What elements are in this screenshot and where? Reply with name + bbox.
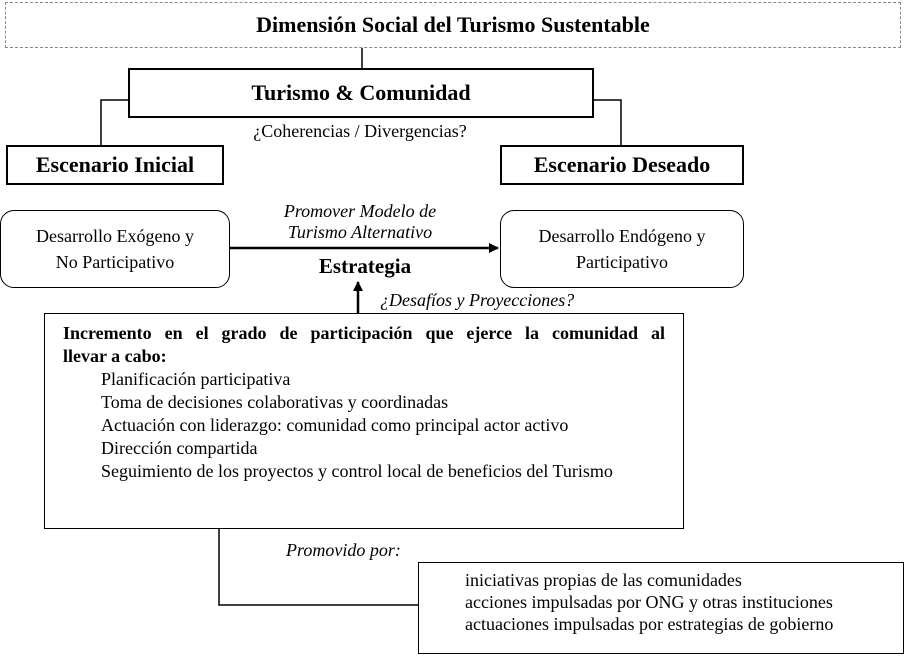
scenario-initial-label: Escenario Inicial xyxy=(6,145,224,185)
scenario-initial-box xyxy=(0,210,230,288)
promoted-by-list xyxy=(465,569,893,635)
scenario-desired-line1: Desarrollo Endógeno y xyxy=(538,226,706,246)
diagram-title: Dimensión Social del Turismo Sustentable xyxy=(5,2,901,48)
scenario-initial-line1: Desarrollo Exógeno y xyxy=(36,226,194,246)
center-box-tourism-community: Turismo & Comunidad xyxy=(128,68,594,118)
participation-item: Planificación participativa xyxy=(101,369,291,389)
participation-heading-line2: llevar a cabo: xyxy=(63,346,167,366)
scenario-desired-label: Escenario Deseado xyxy=(500,145,744,185)
promoted-by-label: Promovido por: xyxy=(286,540,401,560)
participation-heading-line1: Incremento en el grado de participación que ejerce la comunidad al xyxy=(63,323,665,343)
scenario-desired-box xyxy=(500,210,744,288)
participation-item: Actuación con liderazgo: comunidad como principal actor activo xyxy=(101,415,569,435)
scenario-initial-line2: No Participativo xyxy=(55,252,175,272)
strategy-label: Estrategia xyxy=(318,254,412,278)
participation-box xyxy=(44,313,684,529)
participation-item: Dirección compartida xyxy=(101,438,258,458)
connector-center-initial xyxy=(101,100,128,145)
participation-item: Toma de decisiones colaborativas y coordinadas xyxy=(101,392,449,412)
promoted-by-box xyxy=(418,562,904,654)
scenario-desired-line2: Participativo xyxy=(576,252,668,272)
promoted-by-item: actuaciones impulsadas por estrategias de gobierno xyxy=(465,614,834,634)
challenges-label: ¿Desafíos y Proyecciones? xyxy=(380,290,575,310)
participation-heading xyxy=(63,322,665,368)
participation-list xyxy=(63,368,665,483)
participation-item: Seguimiento de los proyectos y control local de beneficios del Turismo xyxy=(101,461,613,481)
arrow-label xyxy=(240,201,480,243)
center-question: ¿Coherencias / Divergencias? xyxy=(253,121,467,141)
promoted-by-item: acciones impulsadas por ONG y otras instituciones xyxy=(465,592,833,612)
connector-center-desired xyxy=(594,100,621,145)
promoted-by-item: iniciativas propias de las comunidades xyxy=(465,570,742,590)
arrow-label-line1: Promover Modelo de xyxy=(283,201,437,221)
arrow-label-line2: Turismo Alternativo xyxy=(287,222,433,242)
